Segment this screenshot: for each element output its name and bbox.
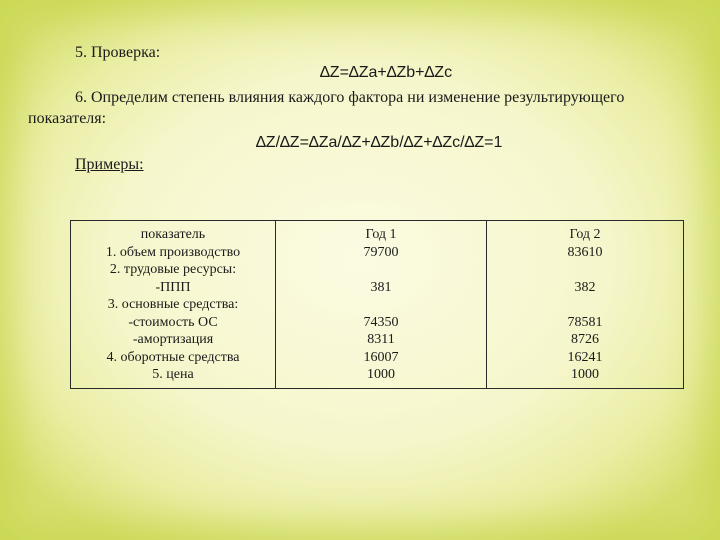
- heading-check: 5. Проверка:: [75, 44, 161, 61]
- indicator-column: [71, 221, 276, 389]
- column-header-year2: Год 2: [569, 227, 601, 242]
- year2-value: 16241: [567, 349, 603, 365]
- heading-influence-continuation: показателя:: [28, 110, 107, 127]
- indicator-label: 2. трудовые ресурсы:: [109, 262, 237, 277]
- formula-ratio: ∆Z/∆Z=∆Za/∆Z+∆Zb/∆Z+∆Zc/∆Z=1: [256, 134, 503, 151]
- year2-value: 1000: [571, 367, 599, 382]
- indicator-label: -амортизация: [132, 332, 214, 347]
- year2-value: 78581: [567, 314, 603, 330]
- year1-value: 74350: [363, 314, 399, 330]
- blank-line: [489, 296, 681, 314]
- year1-value: 8311: [367, 332, 395, 347]
- blank-line: [278, 261, 484, 279]
- indicator-label: 1. объем производство: [105, 244, 241, 260]
- year2-value: 8726: [571, 332, 599, 347]
- blank-line: [278, 296, 484, 314]
- examples-heading: Примеры:: [75, 156, 144, 173]
- indicator-label: 3. основные средства:: [107, 297, 239, 312]
- blank-line: [489, 261, 681, 279]
- indicator-label: -стоимость ОС: [128, 314, 218, 330]
- formula-sum: ∆Z=∆Za+∆Zb+∆Zc: [320, 64, 453, 81]
- year2-column: [487, 221, 684, 389]
- column-header-year1: Год 1: [365, 227, 397, 242]
- table-row: [71, 221, 684, 389]
- year1-value: 1000: [367, 367, 395, 382]
- indicator-label: 5. цена: [152, 367, 194, 382]
- column-header-indicator: показатель: [140, 227, 206, 242]
- heading-influence: 6. Определим степень влияния каждого фактора ни изменение результирующего: [75, 89, 625, 106]
- year1-value: 381: [370, 279, 392, 295]
- year2-value: 83610: [567, 244, 603, 260]
- indicator-label: -ППП: [155, 279, 191, 295]
- indicator-label: 4. оборотные средства: [106, 349, 240, 365]
- year1-value: 16007: [363, 349, 399, 365]
- year1-column: [276, 221, 487, 389]
- indicators-table: [70, 220, 684, 389]
- year1-value: 79700: [363, 244, 399, 260]
- year2-value: 382: [574, 279, 596, 295]
